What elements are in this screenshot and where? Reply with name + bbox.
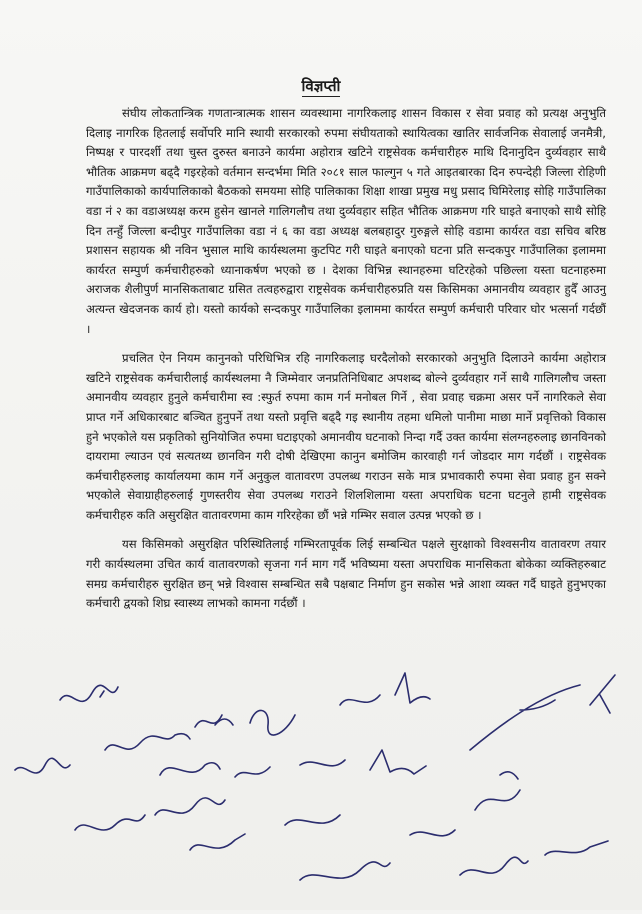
signature bbox=[370, 750, 426, 774]
signature bbox=[235, 767, 270, 777]
signature bbox=[155, 798, 225, 815]
signature bbox=[460, 857, 528, 875]
signature bbox=[340, 695, 380, 705]
document-title: विज्ञप्ती bbox=[301, 77, 341, 95]
paragraph-1: संघीय लोकतान्त्रिक गणतान्त्रात्मक शासन व्यवस्थामा नागरिकलाइ शासन विकास र सेवा प्रवाह को प्रत्यक्ष अनुभुति दिलाइ नागरिक हितलाई सर्वोपरि मानि स्थायी सरकारको रुपमा संघीयताको स्थायित्वका खातिर सार्वजनिक सेवालाई जनमैत्री, निष्पक्ष र पारदर्शी तथा चुस्त दुरुस्त बनाउने कार्यमा अहोरात्र खटिने राष्ट्रसेवक कर्मचारीहरु माथि दिनानुदिन दुर्व्यवहार साथै भौतिक आक्रमण बढ्दै गइरहेको वर्तमान सन्दर्भमा मिति २०८१ साल फाल्गुन ५ गते आइतबारका दिन रुपन्देही जिल्ला रोहिणी गाउँपालिकाको कार्यपालिकाको बैठकको समयमा सोहि पालिकाका शिक्षा शाखा प्रमुख मधु प्रसाद घिमिरेलाइ सोहि गाउँपालिका वडा नं २ का वडाअध्यक्ष करम हुसेन खानले गालिगलौच तथा दुर्व्यवहार सहित भौतिक आक्रमण गरि घाइते बनाएको साथै सोहि दिन तन्हुँ जिल्ला बन्दीपुर गाउँपालिका वडा नं ६ का वडा अध्यक्ष बलबहादुर गुरुङ्गले सोहि वडामा कार्यरत वडा सचिव बरिष्ठ प्रशासन सहायक श्री नविन भुसाल माथि कार्यस्थलमा कुटपिट गरी घाइते बनाएको घटना प्रति सन्दकपुर गाउँपालिका इलाममा कार्यरत सम्पुर्ण कर्मचारीहरुको ध्यानाकर्षण भएको छ । देशका विभिन्न स्थानहरुमा घटिरहेको पछिल्ला यस्ता घटनाहरुमा अराजक शैलीपुर्ण मानसिकताबाट ग्रसित तत्वहरुद्वारा राष्ट्रसेवक कर्मचारीहरुप्रति यस किसिमका अमानवीय व्यवहार हुदैँ आउनु अत्यन्त खेदजनक कार्य हो। यस्तो कार्यको सन्दकपुर गाउँपालिका इलाममा कार्यरत सम्पुर्ण कर्मचारी परिवार घोर भत्सर्ना गर्दछौं । bbox=[86, 106, 606, 336]
signature bbox=[475, 772, 520, 810]
paragraph-3: यस किसिमको असुरक्षित परिस्थितिलाई गम्भिरतापूर्वक लिई सम्बन्धित पक्षले सुरक्षाको विश्वसनीय वातावरण तयार गरी कार्यस्थलमा उचित कार्य वातावरणको सृजना गर्न माग गर्दै भविष्यमा यस्ता अपराधिक मानसिकता बोकेका व्यक्तिहरुबाट समग्र कर्मचारीहरु सुरक्षित छन् भन्ने विश्वास सम्बन्धित सबै पक्षबाट निर्माण हुन सकोस भन्ने आशा व्यक्त गर्दै घाइते हुनुभएका कर्मचारी द्वयको शिघ्र स्वास्थ्य लाभको कामना गर्दछौं । bbox=[86, 537, 606, 611]
handwritten-signatures bbox=[0, 665, 642, 910]
paragraph-2: प्रचलित ऐन नियम कानुनको परिधिभित्र रहि नागरिकलाइ घरदैलोको सरकारको अनुभुति दिलाउने कार्यमा अहोरात्र खटिने राष्ट्रसेवक कर्मचारीलाई कार्यस्थलमा नै जिम्मेवार जनप्रतिनिधिबाट अपशब्द बोल्ने दुर्व्यवहार गर्ने साथै गालिगलौच जस्ता अमानवीय व्यवहार हुनुले कर्मचारीमा स्व :स्फुर्त रुपमा काम गर्न मनोबल गिर्ने , सेवा प्रवाह चक्रमा असर पर्ने नागरिकले सेवा प्राप्त गर्ने अधिकारबाट बञ्चित हुनुपर्ने तथा यस्तो प्रवृत्ति बढ्दै गइ स्थानीय तहमा धमिलो पानीमा माछा मार्ने प्रवृत्तिको विकास हुने भएकोले यस प्रकृतिको सुनियोजित रुपमा घटाइएको अमानवीय घटनाको निन्दा गर्दै उक्त कार्यमा संलग्नहरुलाइ छानविनको दायरामा ल्याउन एवं सत्यतथ्य छानविन गरी दोषी देखिएमा कानुन बमोजिम कारवाही गर्न जोडदार माग गर्दछौं । राष्ट्रसेवक कर्मचारीहरुलाइ कार्यालयमा काम गर्ने अनुकुल वातावरण उपलब्ध गराउन सके मात्र प्रभावकारी रुपमा सेवा प्रवाह हुन सक्ने भएकोले सेवाग्राहीहरुलाई गुणस्तरीय सेवा उपलब्ध गराउने शिलशिलामा यस्ता अपराधिक घटना घटनुले हामी राष्ट्रसेवक कर्मचारीहरु कति असुरक्षित वातावरणमा काम गरिरहेका छौं भन्ने गम्भिर सवाल उत्पन्न भएको छ । bbox=[86, 351, 606, 522]
signature bbox=[190, 834, 245, 850]
signature bbox=[75, 815, 145, 830]
signature bbox=[285, 815, 340, 825]
signature bbox=[160, 763, 220, 775]
signature bbox=[470, 685, 580, 750]
signature bbox=[300, 862, 390, 880]
signature bbox=[410, 830, 455, 836]
signature bbox=[395, 673, 430, 703]
signature-block bbox=[0, 665, 642, 910]
signature bbox=[60, 685, 118, 701]
signature bbox=[195, 715, 233, 727]
signature bbox=[590, 675, 615, 713]
signature bbox=[15, 758, 70, 773]
signature bbox=[545, 841, 608, 855]
signature bbox=[105, 734, 190, 750]
signature bbox=[300, 760, 345, 766]
document-body bbox=[86, 104, 606, 624]
signature bbox=[250, 710, 295, 735]
